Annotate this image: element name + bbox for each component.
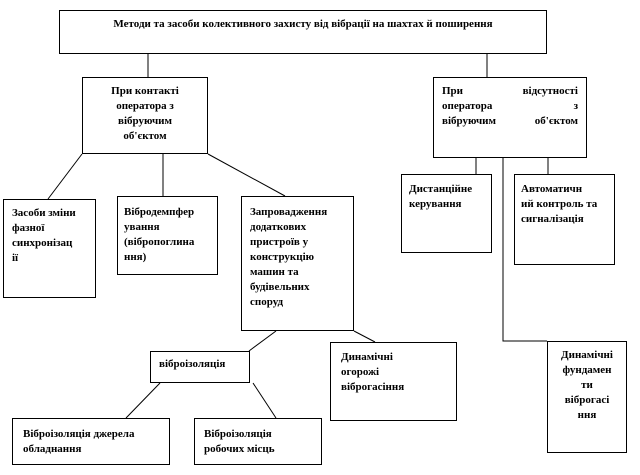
- node-line: пристроїв у: [250, 236, 309, 248]
- node-line: Дистанційне: [409, 183, 473, 195]
- node-line: оператора з: [442, 100, 578, 112]
- node-line: віброгасіння: [341, 381, 405, 393]
- node-line: ування: [124, 221, 160, 233]
- node-line: ії: [12, 252, 19, 264]
- node-line: конструкцію: [250, 251, 315, 263]
- edge-contact-phase: [48, 154, 82, 199]
- node-line: ий контроль та: [521, 198, 598, 210]
- node-line: ння): [124, 251, 147, 263]
- node-operator-absent: [433, 77, 587, 158]
- title-line: Методи та засоби колективного захисту від вібрації на шахтах й поширення: [113, 18, 493, 30]
- node-line: вібруючим: [118, 115, 172, 127]
- node-line: Віброізоляція: [204, 428, 272, 440]
- node-dynamic-foundations: [547, 341, 627, 453]
- node-line: керування: [409, 198, 462, 210]
- node-line: При контакті: [111, 85, 179, 97]
- node-line: Засоби зміни: [12, 207, 76, 219]
- node-line: ти: [581, 379, 593, 391]
- node-line: При відсутності: [442, 85, 578, 97]
- diagram-title-box: [59, 10, 547, 54]
- node-line: віброгасі: [564, 394, 610, 406]
- node-remote-control: [401, 174, 492, 253]
- node-line: вібруючим об'єктом: [442, 115, 578, 127]
- node-line: споруд: [250, 296, 284, 308]
- node-line: будівельних: [250, 281, 310, 293]
- node-additional-devices: [241, 196, 354, 331]
- edge-devices-fence: [354, 331, 375, 342]
- edge-isolation-source: [126, 383, 160, 418]
- node-line: додаткових: [250, 221, 307, 233]
- node-line: сигналізація: [521, 213, 584, 225]
- node-line: обладнання: [23, 443, 82, 455]
- node-line: машин та: [250, 266, 299, 278]
- node-line: синхронізац: [12, 237, 73, 249]
- edge-isolation-workplace: [253, 383, 276, 418]
- node-line: Автоматичн: [521, 183, 583, 195]
- edge-devices-isolation: [249, 331, 276, 351]
- node-line: (вібропоглина: [124, 236, 195, 248]
- node-line: Вібродемпфер: [124, 206, 195, 218]
- node-vibration-isolation: [150, 351, 250, 383]
- node-phase-synchronization: [3, 199, 96, 298]
- node-line: оператора з: [116, 100, 174, 112]
- node-automatic-control: [514, 174, 615, 265]
- node-line: Динамічні: [561, 349, 613, 361]
- node-line: Запровадження: [250, 206, 328, 218]
- node-line: Динамічні: [341, 351, 393, 363]
- node-line: фазної: [12, 222, 45, 234]
- node-dynamic-fences: [330, 342, 457, 421]
- node-workplace-isolation: [194, 418, 322, 465]
- node-operator-contact: [82, 77, 208, 154]
- node-line: об'єктом: [123, 130, 167, 142]
- node-source-isolation: [12, 418, 170, 465]
- node-line: робочих місць: [204, 443, 275, 455]
- node-line: Віброізоляція джерела: [23, 428, 135, 440]
- node-line: огорожі: [341, 366, 380, 378]
- node-vibration-damping: [117, 196, 218, 275]
- node-line: віброізоляція: [159, 358, 226, 370]
- node-line: фундамен: [562, 364, 612, 376]
- edge-contact-devices: [208, 154, 285, 196]
- node-line: ння: [577, 409, 597, 421]
